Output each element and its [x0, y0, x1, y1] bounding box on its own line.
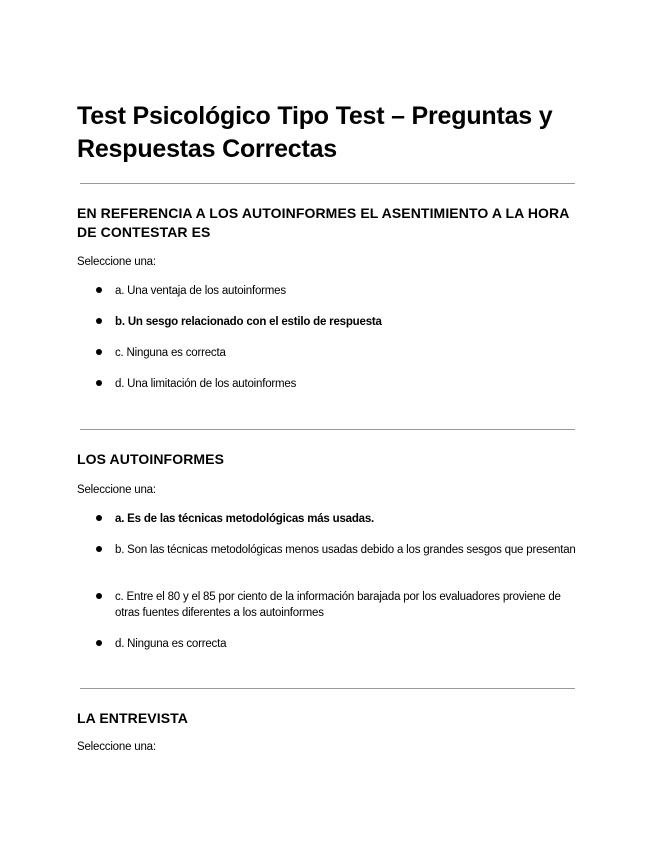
- question-heading: LOS AUTOINFORMES: [77, 451, 225, 467]
- bullet-icon: [96, 593, 102, 599]
- question-heading: LA ENTREVISTA: [77, 710, 188, 726]
- bullet-icon: [96, 380, 102, 386]
- bullet-icon: [96, 546, 102, 552]
- question-prompt: Seleccione una:: [77, 484, 156, 496]
- answer-option-text: c. Ninguna es correcta: [115, 347, 226, 359]
- question-prompt: Seleccione una:: [77, 741, 156, 753]
- answer-option-text: b. Son las técnicas metodológicas menos usadas debido a los grandes sesgos que presentan: [115, 544, 576, 556]
- answer-option-text: a. Una ventaja de los autoinformes: [115, 285, 286, 297]
- page-title: Test Psicológico Tipo Test – Preguntas y Respuestas Correctas: [77, 102, 553, 163]
- bullet-icon: [96, 318, 102, 324]
- question-heading: EN REFERENCIA A LOS AUTOINFORMES EL ASENTIMIENTO A LA HORA DE CONTESTAR ES: [77, 205, 569, 240]
- answer-option-text: c. Entre el 80 y el 85 por ciento de la información barajada por los evaluadores proviene de otras fuentes diferentes a los autoinformes: [115, 591, 561, 619]
- question-prompt: Seleccione una:: [77, 256, 156, 268]
- answer-option-text: d. Una limitación de los autoinformes: [115, 378, 297, 390]
- bullet-icon: [96, 515, 102, 521]
- answer-option-text: b. Un sesgo relacionado con el estilo de respuesta: [115, 316, 382, 328]
- answer-option-text: d. Ninguna es correcta: [115, 638, 227, 650]
- answer-option-text: a. Es de las técnicas metodológicas más usadas.: [115, 513, 375, 525]
- section-divider: [80, 429, 575, 430]
- section-divider: [80, 183, 575, 184]
- bullet-icon: [96, 640, 102, 646]
- bullet-icon: [96, 287, 102, 293]
- bullet-icon: [96, 349, 102, 355]
- section-divider: [80, 688, 575, 689]
